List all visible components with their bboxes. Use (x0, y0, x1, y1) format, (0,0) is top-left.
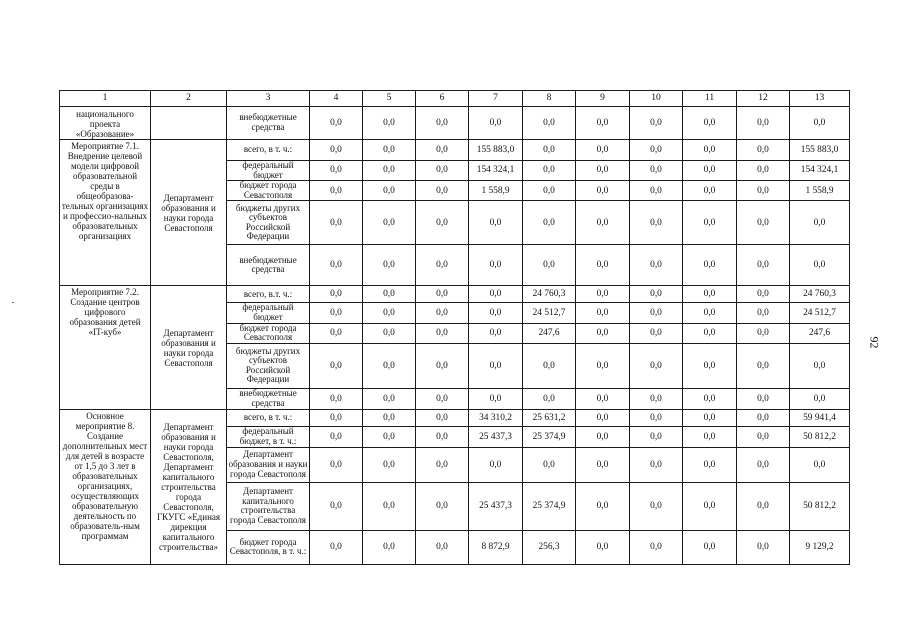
value-cell-col-5: 0,0 (363, 140, 416, 161)
value-cell-col-7: 0,0 (469, 323, 523, 343)
funding-source-cell: Департамент образования и науки города Севастополя (227, 447, 310, 482)
value-cell-col-13: 0,0 (790, 107, 850, 140)
value-cell-col-13: 24 760,3 (790, 286, 850, 303)
value-cell-col-4: 0,0 (310, 388, 363, 409)
value-cell-col-11: 0,0 (683, 388, 737, 409)
value-cell-col-10: 0,0 (630, 426, 683, 447)
value-cell-col-5: 0,0 (363, 426, 416, 447)
value-cell-col-7: 8 872,9 (469, 530, 523, 564)
header-col-3: 3 (227, 91, 310, 107)
value-cell-col-13: 24 512,7 (790, 303, 850, 323)
table-row (60, 409, 850, 426)
executor-cell: Департамент образования и науки города Севастополя, Департамент капитального строительства города Севастополя, ГКУГС «Единая дирекция капитального строительства» (151, 409, 227, 564)
scan-speck (12, 302, 14, 303)
value-cell-col-12: 0,0 (737, 530, 790, 564)
value-cell-col-4: 0,0 (310, 303, 363, 323)
value-cell-col-9: 0,0 (576, 426, 630, 447)
value-cell-col-8: 24 512,7 (523, 303, 576, 323)
value-cell-col-11: 0,0 (683, 107, 737, 140)
value-cell-col-10: 0,0 (630, 161, 683, 181)
value-cell-col-5: 0,0 (363, 482, 416, 530)
funding-source-cell: всего, в.т. ч.: (227, 286, 310, 303)
value-cell-col-6: 0,0 (416, 388, 469, 409)
value-cell-col-11: 0,0 (683, 245, 737, 286)
funding-source-cell: бюджет города Севастополя (227, 181, 310, 201)
value-cell-col-7: 0,0 (469, 447, 523, 482)
value-cell-col-4: 0,0 (310, 140, 363, 161)
value-cell-col-8: 25 374,9 (523, 426, 576, 447)
executor-cell: Департамент образования и науки города Севастополя (151, 140, 227, 286)
value-cell-col-6: 0,0 (416, 426, 469, 447)
value-cell-col-6: 0,0 (416, 161, 469, 181)
header-col-2: 2 (151, 91, 227, 107)
value-cell-col-6: 0,0 (416, 482, 469, 530)
value-cell-col-13: 0,0 (790, 343, 850, 388)
value-cell-col-6: 0,0 (416, 286, 469, 303)
value-cell-col-12: 0,0 (737, 140, 790, 161)
value-cell-col-12: 0,0 (737, 388, 790, 409)
value-cell-col-8: 25 631,2 (523, 409, 576, 426)
value-cell-col-10: 0,0 (630, 181, 683, 201)
value-cell-col-5: 0,0 (363, 107, 416, 140)
value-cell-col-8: 0,0 (523, 201, 576, 245)
value-cell-col-9: 0,0 (576, 140, 630, 161)
value-cell-col-6: 0,0 (416, 530, 469, 564)
value-cell-col-10: 0,0 (630, 530, 683, 564)
value-cell-col-5: 0,0 (363, 388, 416, 409)
value-cell-col-9: 0,0 (576, 161, 630, 181)
value-cell-col-9: 0,0 (576, 409, 630, 426)
value-cell-col-5: 0,0 (363, 303, 416, 323)
value-cell-col-11: 0,0 (683, 530, 737, 564)
header-col-7: 7 (469, 91, 523, 107)
value-cell-col-9: 0,0 (576, 303, 630, 323)
value-cell-col-10: 0,0 (630, 201, 683, 245)
value-cell-col-7: 154 324,1 (469, 161, 523, 181)
value-cell-col-4: 0,0 (310, 447, 363, 482)
value-cell-col-5: 0,0 (363, 323, 416, 343)
value-cell-col-8: 0,0 (523, 140, 576, 161)
value-cell-col-11: 0,0 (683, 426, 737, 447)
header-col-12: 12 (737, 91, 790, 107)
value-cell-col-11: 0,0 (683, 482, 737, 530)
activity-name-cell: национального проекта «Образование» (60, 107, 151, 140)
value-cell-col-6: 0,0 (416, 181, 469, 201)
header-col-1: 1 (60, 91, 151, 107)
value-cell-col-4: 0,0 (310, 426, 363, 447)
value-cell-col-13: 9 129,2 (790, 530, 850, 564)
value-cell-col-8: 0,0 (523, 245, 576, 286)
value-cell-col-13: 1 558,9 (790, 181, 850, 201)
value-cell-col-11: 0,0 (683, 323, 737, 343)
page-number: 92 (867, 336, 882, 349)
value-cell-col-12: 0,0 (737, 482, 790, 530)
value-cell-col-6: 0,0 (416, 140, 469, 161)
activity-name-cell: Мероприятие 7.1. Внедрение целевой модели цифровой образовательной среды в общеобразова-тельных организациях и профессио-нальных образовательных организациях (60, 140, 151, 286)
value-cell-col-5: 0,0 (363, 447, 416, 482)
value-cell-col-5: 0,0 (363, 286, 416, 303)
value-cell-col-7: 1 558,9 (469, 181, 523, 201)
value-cell-col-8: 0,0 (523, 107, 576, 140)
value-cell-col-13: 0,0 (790, 245, 850, 286)
value-cell-col-9: 0,0 (576, 181, 630, 201)
funding-source-cell: Департамент капитального строительства города Севастополя (227, 482, 310, 530)
value-cell-col-7: 0,0 (469, 245, 523, 286)
value-cell-col-6: 0,0 (416, 201, 469, 245)
value-cell-col-12: 0,0 (737, 426, 790, 447)
value-cell-col-11: 0,0 (683, 409, 737, 426)
value-cell-col-5: 0,0 (363, 530, 416, 564)
value-cell-col-8: 0,0 (523, 343, 576, 388)
header-col-9: 9 (576, 91, 630, 107)
value-cell-col-10: 0,0 (630, 409, 683, 426)
value-cell-col-4: 0,0 (310, 245, 363, 286)
value-cell-col-4: 0,0 (310, 107, 363, 140)
value-cell-col-13: 155 883,0 (790, 140, 850, 161)
value-cell-col-6: 0,0 (416, 303, 469, 323)
header-col-13: 13 (790, 91, 850, 107)
value-cell-col-10: 0,0 (630, 303, 683, 323)
value-cell-col-11: 0,0 (683, 447, 737, 482)
funding-source-cell: федеральный бюджет, в т. ч.: (227, 426, 310, 447)
value-cell-col-6: 0,0 (416, 409, 469, 426)
value-cell-col-13: 50 812,2 (790, 482, 850, 530)
value-cell-col-11: 0,0 (683, 343, 737, 388)
value-cell-col-13: 0,0 (790, 388, 850, 409)
value-cell-col-12: 0,0 (737, 343, 790, 388)
value-cell-col-9: 0,0 (576, 201, 630, 245)
value-cell-col-12: 0,0 (737, 201, 790, 245)
value-cell-col-4: 0,0 (310, 530, 363, 564)
executor-cell (151, 107, 227, 140)
value-cell-col-13: 154 324,1 (790, 161, 850, 181)
value-cell-col-9: 0,0 (576, 245, 630, 286)
value-cell-col-11: 0,0 (683, 201, 737, 245)
value-cell-col-6: 0,0 (416, 447, 469, 482)
value-cell-col-4: 0,0 (310, 482, 363, 530)
table-body (60, 91, 850, 565)
value-cell-col-12: 0,0 (737, 107, 790, 140)
funding-source-cell: бюджеты других субъектов Российской Федерации (227, 201, 310, 245)
funding-source-cell: всего, в т. ч.: (227, 140, 310, 161)
value-cell-col-10: 0,0 (630, 323, 683, 343)
value-cell-col-4: 0,0 (310, 161, 363, 181)
value-cell-col-11: 0,0 (683, 161, 737, 181)
table-row (60, 107, 850, 140)
value-cell-col-5: 0,0 (363, 343, 416, 388)
value-cell-col-12: 0,0 (737, 323, 790, 343)
value-cell-col-7: 0,0 (469, 107, 523, 140)
value-cell-col-10: 0,0 (630, 140, 683, 161)
value-cell-col-10: 0,0 (630, 388, 683, 409)
value-cell-col-10: 0,0 (630, 107, 683, 140)
value-cell-col-5: 0,0 (363, 245, 416, 286)
value-cell-col-8: 25 374,9 (523, 482, 576, 530)
funding-source-cell: федеральный бюджет (227, 303, 310, 323)
value-cell-col-9: 0,0 (576, 343, 630, 388)
value-cell-col-8: 0,0 (523, 388, 576, 409)
value-cell-col-6: 0,0 (416, 245, 469, 286)
value-cell-col-8: 247,6 (523, 323, 576, 343)
value-cell-col-9: 0,0 (576, 530, 630, 564)
funding-source-cell: внебюджетные средства (227, 107, 310, 140)
funding-source-cell: внебюджетные средства (227, 245, 310, 286)
value-cell-col-4: 0,0 (310, 181, 363, 201)
funding-source-cell: бюджет города Севастополя (227, 323, 310, 343)
value-cell-col-12: 0,0 (737, 447, 790, 482)
executor-cell: Департамент образования и науки города Севастополя (151, 286, 227, 409)
value-cell-col-6: 0,0 (416, 323, 469, 343)
header-col-11: 11 (683, 91, 737, 107)
value-cell-col-10: 0,0 (630, 343, 683, 388)
funding-source-cell: бюджеты других субъектов Российской Федерации (227, 343, 310, 388)
value-cell-col-7: 0,0 (469, 286, 523, 303)
value-cell-col-9: 0,0 (576, 107, 630, 140)
value-cell-col-7: 34 310,2 (469, 409, 523, 426)
value-cell-col-9: 0,0 (576, 388, 630, 409)
header-col-10: 10 (630, 91, 683, 107)
value-cell-col-13: 0,0 (790, 447, 850, 482)
value-cell-col-8: 256,3 (523, 530, 576, 564)
value-cell-col-7: 0,0 (469, 201, 523, 245)
value-cell-col-4: 0,0 (310, 409, 363, 426)
value-cell-col-12: 0,0 (737, 303, 790, 323)
value-cell-col-12: 0,0 (737, 245, 790, 286)
value-cell-col-10: 0,0 (630, 482, 683, 530)
value-cell-col-12: 0,0 (737, 409, 790, 426)
header-col-6: 6 (416, 91, 469, 107)
value-cell-col-13: 50 812,2 (790, 426, 850, 447)
value-cell-col-9: 0,0 (576, 323, 630, 343)
value-cell-col-12: 0,0 (737, 161, 790, 181)
value-cell-col-4: 0,0 (310, 323, 363, 343)
value-cell-col-9: 0,0 (576, 482, 630, 530)
value-cell-col-5: 0,0 (363, 201, 416, 245)
value-cell-col-12: 0,0 (737, 286, 790, 303)
value-cell-col-7: 25 437,3 (469, 426, 523, 447)
value-cell-col-10: 0,0 (630, 447, 683, 482)
value-cell-col-11: 0,0 (683, 181, 737, 201)
funding-source-cell: федеральный бюджет (227, 161, 310, 181)
funding-source-cell: всего, в т. ч.: (227, 409, 310, 426)
value-cell-col-10: 0,0 (630, 286, 683, 303)
table-row (60, 140, 850, 161)
value-cell-col-13: 0,0 (790, 201, 850, 245)
value-cell-col-11: 0,0 (683, 140, 737, 161)
value-cell-col-11: 0,0 (683, 286, 737, 303)
value-cell-col-8: 0,0 (523, 447, 576, 482)
value-cell-col-11: 0,0 (683, 303, 737, 323)
value-cell-col-7: 0,0 (469, 388, 523, 409)
value-cell-col-9: 0,0 (576, 286, 630, 303)
activity-name-cell: Основное мероприятие 8. Создание дополнительных мест для детей в возрасте от 1,5 до 3 лет в образовательных организациях, осуществляющих образовательную деятельность по образователь-ным программам (60, 409, 151, 564)
value-cell-col-7: 25 437,3 (469, 482, 523, 530)
funding-source-cell: внебюджетные средства (227, 388, 310, 409)
value-cell-col-8: 0,0 (523, 161, 576, 181)
value-cell-col-4: 0,0 (310, 286, 363, 303)
value-cell-col-5: 0,0 (363, 181, 416, 201)
header-col-5: 5 (363, 91, 416, 107)
value-cell-col-4: 0,0 (310, 201, 363, 245)
value-cell-col-6: 0,0 (416, 343, 469, 388)
funding-source-cell: бюджет города Севастополя, в т. ч.: (227, 530, 310, 564)
header-row (60, 91, 850, 107)
value-cell-col-8: 0,0 (523, 181, 576, 201)
value-cell-col-6: 0,0 (416, 107, 469, 140)
value-cell-col-9: 0,0 (576, 447, 630, 482)
table-row (60, 286, 850, 303)
value-cell-col-12: 0,0 (737, 181, 790, 201)
value-cell-col-5: 0,0 (363, 161, 416, 181)
value-cell-col-7: 155 883,0 (469, 140, 523, 161)
value-cell-col-10: 0,0 (630, 245, 683, 286)
header-col-8: 8 (523, 91, 576, 107)
header-col-4: 4 (310, 91, 363, 107)
value-cell-col-5: 0,0 (363, 409, 416, 426)
value-cell-col-7: 0,0 (469, 343, 523, 388)
activity-name-cell: Мероприятие 7.2. Создание центров цифрового образования детей «IT-куб» (60, 286, 151, 409)
value-cell-col-4: 0,0 (310, 343, 363, 388)
value-cell-col-8: 24 760,3 (523, 286, 576, 303)
value-cell-col-13: 247,6 (790, 323, 850, 343)
value-cell-col-7: 0,0 (469, 303, 523, 323)
budget-table (59, 90, 850, 565)
value-cell-col-13: 59 941,4 (790, 409, 850, 426)
